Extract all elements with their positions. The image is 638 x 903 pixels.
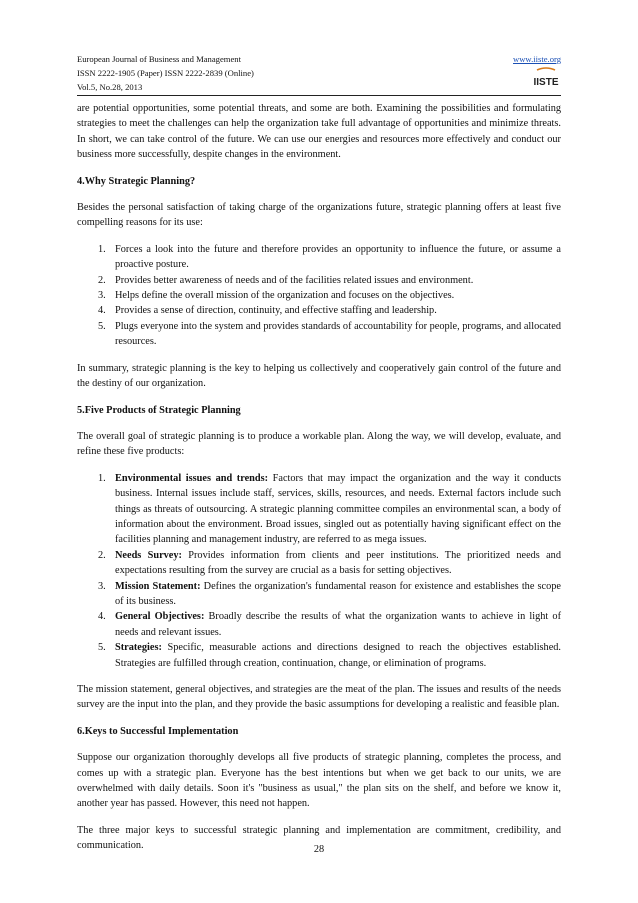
list-item: 1. Environmental issues and trends: Factors that may impact the organization and the way it conducts business. Internal issues include staff, services, skills, resources, and needs. External factors include such things as threats of outsourcing. A strategic planning committee compiles an environmental scan, a body of information about the environment. Broad issues, singled out as potentially having significant effect on the facilities planning and management industry, are referred to as mega issues. bbox=[98, 472, 561, 546]
list-item: 2. Provides better awareness of needs and of the facilities related issues and environment. bbox=[98, 274, 474, 286]
list-item: 4. General Objectives: Broadly describe the results of what the organization wants to achieve in light of needs and relevant issues. bbox=[98, 611, 561, 638]
page-number: 28 bbox=[313, 844, 325, 855]
intro-paragraph: are potential opportunities, some potential threats, and some are both. Examining the possibilities and formulating strategies to meet the challenges can help the organization take full advantage of opportunities and minimize threats. In short, we can take control of the future. We can use our energies and resources more effectively and conduct our business more successfully, despite changes in the environment. bbox=[77, 103, 561, 161]
list-item: 3. Helps define the overall mission of the organization and focuses on the objectives. bbox=[98, 290, 455, 302]
section-5-closing: The mission statement, general objectives, and strategies are the meat of the plan. The issues and results of the needs survey are the input into the plan, and they provide the basic assumptions for developing a realistic and feasible plan. bbox=[77, 684, 561, 711]
list-item: 4. Provides a sense of direction, continuity, and effective staffing and leadership. bbox=[98, 305, 437, 317]
journal-title: European Journal of Business and Management bbox=[77, 54, 241, 64]
section-6-paragraph-2: The three major keys to successful strategic planning and implementation are commitment, credibility, and communication. bbox=[77, 824, 561, 852]
journal-url-link[interactable]: www.iiste.org bbox=[513, 54, 561, 64]
article-body bbox=[77, 101, 561, 854]
section-4-intro: Besides the personal satisfaction of taking charge of the organizations future, strategic planning offers at least five compelling reasons for its use: bbox=[77, 202, 561, 229]
reasons-list bbox=[77, 242, 561, 350]
list-item: 5. Plugs everyone into the system and provides standards of accountability for people, programs, and allocated resources. bbox=[98, 320, 561, 348]
section-6-paragraph-1: Suppose our organization thoroughly develops all five products of strategic planning, completes the process, and comes up with a strategic plan. Everyone has the best intentions but when we get back to our units, we are overwhelmed with daily details. Soon it's "business as usual," the plan sits on the shelf, and before we know it, another year has passed. However, this need not happen. bbox=[77, 752, 561, 810]
list-item: 3. Mission Statement: Defines the organization's fundamental reason for existence and establishes the scope of its business. bbox=[98, 580, 561, 607]
section-5-intro: The overall goal of strategic planning is to produce a workable plan. Along the way, we will develop, evaluate, and refine these five products: bbox=[77, 430, 561, 458]
logo-text: IISTE bbox=[533, 77, 559, 88]
section-5-heading: 5.Five Products of Strategic Planning bbox=[77, 404, 241, 416]
list-item: 1. Forces a look into the future and therefore provides an opportunity to influence the future, or assume a proactive posture. bbox=[98, 243, 561, 271]
section-4-heading: 4.Why Strategic Planning? bbox=[77, 175, 196, 187]
issn-line: ISSN 2222-1905 (Paper) ISSN 2222-2839 (Online) bbox=[77, 68, 254, 78]
running-header bbox=[77, 52, 561, 94]
volume-line: Vol.5, No.28, 2013 bbox=[77, 82, 143, 92]
section-6-heading: 6.Keys to Successful Implementation bbox=[77, 725, 239, 737]
list-item: 2. Needs Survey: Provides information from clients and peer institutions. The prioritized needs and expectations resulting from the survey are crucial as a basis for setting objectives. bbox=[98, 549, 561, 577]
header-rule bbox=[77, 95, 561, 96]
products-list bbox=[77, 471, 561, 671]
section-4-summary: In summary, strategic planning is the key to helping us collectively and cooperatively gain control of the future and the destiny of our organization. bbox=[77, 362, 561, 390]
list-item: 5. Strategies: Specific, measurable actions and directions designed to reach the objectives established. Strategies are fulfilled through creation, continuation, change, or elimination of programs. bbox=[98, 642, 561, 669]
iiste-logo bbox=[531, 67, 561, 89]
